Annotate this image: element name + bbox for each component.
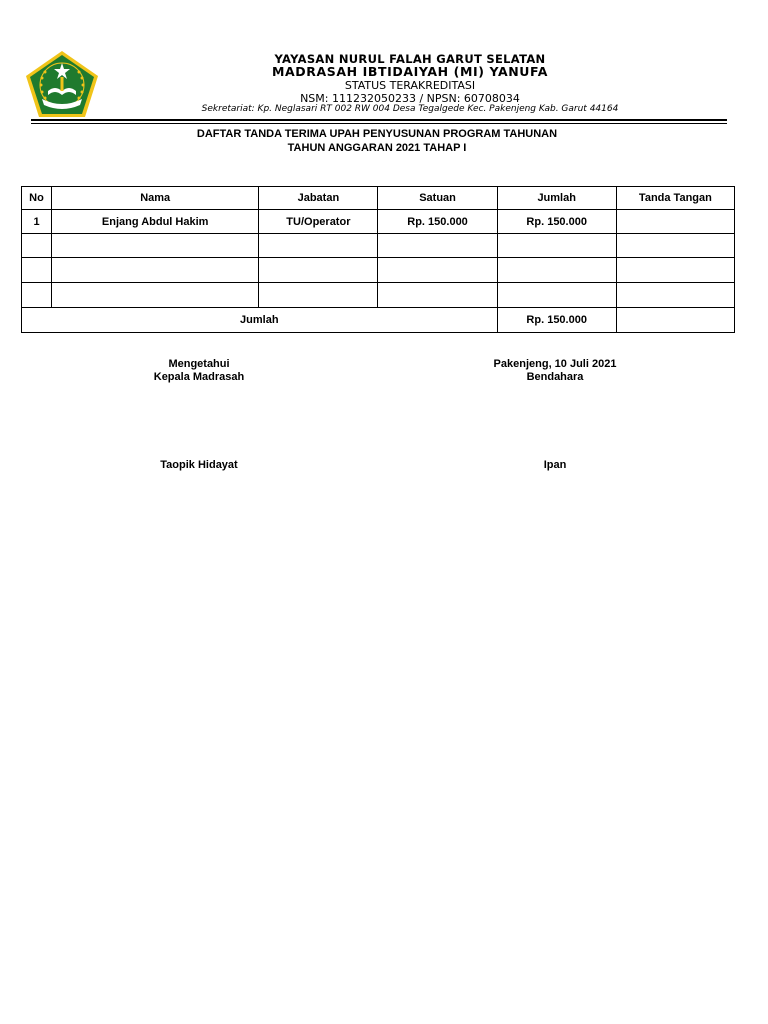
document-title: DAFTAR TANDA TERIMA UPAH PENYUSUNAN PROGRAM TAHUNAN (196, 128, 558, 140)
table-cell (378, 234, 497, 258)
table-cell (259, 258, 378, 283)
table-cell: TU/Operator (259, 210, 378, 234)
signature-block-left (89, 358, 309, 384)
table-row (22, 210, 735, 234)
column-header: Jabatan (259, 187, 378, 210)
total-signature-cell (616, 308, 734, 333)
table-cell (497, 258, 616, 283)
table-cell: 1 (22, 210, 52, 234)
total-label: Jumlah (22, 308, 498, 333)
treasurer-title: Bendahara (526, 371, 584, 383)
table-total-row (22, 308, 735, 333)
table-cell (259, 234, 378, 258)
column-header: Satuan (378, 187, 497, 210)
column-header: Jumlah (497, 187, 616, 210)
table-cell (52, 258, 259, 283)
table-row (22, 258, 735, 283)
table-header-row (22, 187, 735, 210)
accreditation-status: STATUS TERAKREDITASI (344, 79, 476, 92)
header-divider-thin (31, 123, 727, 124)
headmaster-title: Kepala Madrasah (153, 371, 245, 383)
place-date: Pakenjeng, 10 Juli 2021 (493, 358, 617, 370)
foundation-name: YAYASAN NURUL FALAH GARUT SELATAN (274, 52, 546, 66)
table-cell: Rp. 150.000 (378, 210, 497, 234)
table-cell (52, 234, 259, 258)
table-cell (22, 283, 52, 308)
receipt-table (21, 186, 735, 333)
header-divider-thick (31, 119, 727, 121)
table-cell (616, 283, 734, 308)
table-cell (52, 283, 259, 308)
table-cell (616, 234, 734, 258)
table-row (22, 283, 735, 308)
total-value: Rp. 150.000 (497, 308, 616, 333)
table-cell: Rp. 150.000 (497, 210, 616, 234)
treasurer-name: Ipan (543, 459, 567, 471)
kemenag-emblem-icon (24, 49, 100, 119)
table-cell: Enjang Abdul Hakim (52, 210, 259, 234)
school-name: MADRASAH IBTIDAIYAH (MI) YANUFA (271, 64, 549, 79)
document-subtitle: TAHUN ANGGARAN 2021 TAHAP I (287, 142, 467, 154)
table-cell (378, 258, 497, 283)
table-cell (616, 210, 734, 234)
table-cell (22, 234, 52, 258)
table-cell (497, 283, 616, 308)
school-id-numbers: NSM: 111232050233 / NPSN: 60708034 (300, 92, 520, 105)
column-header: Tanda Tangan (616, 187, 734, 210)
column-header: Nama (52, 187, 259, 210)
table-cell (497, 234, 616, 258)
headmaster-name: Taopik Hidayat (160, 459, 238, 471)
acknowledged-label: Mengetahui (168, 358, 230, 370)
table-cell (616, 258, 734, 283)
table-cell (378, 283, 497, 308)
table-cell (22, 258, 52, 283)
table-row (22, 234, 735, 258)
table-cell (259, 283, 378, 308)
school-address: Sekretariat: Kp. Neglasari RT 002 RW 004 Desa Tegalgede Kec. Pakenjeng Kab. Garut 44164 (201, 104, 619, 114)
signature-block-right (445, 358, 665, 384)
column-header: No (22, 187, 52, 210)
